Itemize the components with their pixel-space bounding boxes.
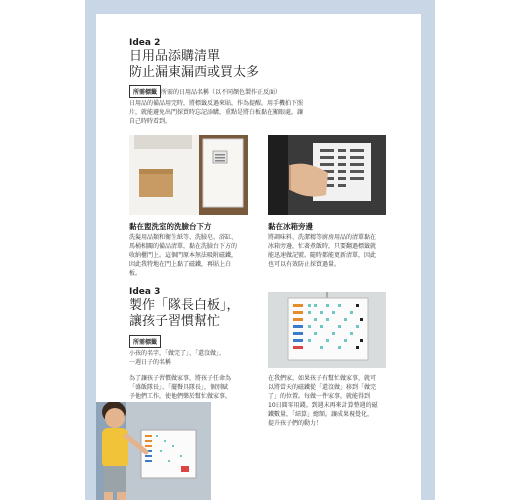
idea3-text-right-5: 鐵數量，「結算」總額。讓成果視覺化， bbox=[268, 411, 374, 418]
blue-side-band bbox=[421, 14, 435, 324]
idea3-title-line2: 讓孩子習慣幫忙 bbox=[129, 314, 221, 329]
whiteboard-photo bbox=[268, 292, 386, 368]
idea2-left-text-4: 因此我特地在門上黏了磁鐵，再貼上白 bbox=[129, 261, 232, 268]
idea2-intro-line1: 日用品的備品用完時，將標籤反過來貼，作為提醒。用手機拍下照 bbox=[129, 100, 304, 107]
idea3-text-right-4: 10日圓零用錢。到週末再來計算整週的磁 bbox=[268, 402, 378, 409]
idea3-text-right-3: 了」的位置。每做一件家事，就能得到 bbox=[268, 393, 371, 400]
idea2-title-line2: 防止漏東漏西或買太多 bbox=[129, 65, 260, 80]
idea3-text-left-1: 為了讓孩子習慣做家事，將孩子任命為 bbox=[129, 375, 232, 382]
fridge-side-photo bbox=[268, 135, 386, 215]
idea2-right-text-4: 也可以有效防止採買過量。 bbox=[268, 261, 341, 268]
idea3-label: Idea 3 bbox=[129, 287, 161, 297]
idea2-left-text-3: 收納櫃門上。這個門原本無法吸附磁鐵， bbox=[129, 252, 238, 259]
idea2-intro-line2: 片，就能避免出門採買時忘記添購，重點是將白板黏在顯眼處，讓 bbox=[129, 109, 304, 116]
bathroom-cabinet-illustration bbox=[129, 135, 248, 215]
idea2-left-text-5: 板。 bbox=[129, 270, 142, 277]
idea2-right-text-1: 將調味料、洗潔精等廚房用品的清單黏在 bbox=[268, 234, 377, 241]
idea2-title-line1: 日用品添購清單 bbox=[129, 49, 221, 64]
idea2-required-desc: 所需的日用品名稱（以不同顏色製作正反面） bbox=[161, 89, 282, 96]
idea2-right-text-3: 能迅速做記號。隨時都能更新清單，因此 bbox=[268, 252, 377, 259]
whiteboard-illustration bbox=[268, 292, 386, 368]
idea3-desc-line2: 一週日子的名稱 bbox=[129, 359, 172, 366]
idea3-required-tag: 所需標籤 bbox=[129, 335, 161, 348]
bathroom-cabinet-photo bbox=[129, 135, 248, 215]
chapter-footer: Chapter 3 掌握整理的訣竅 實踐 bbox=[128, 483, 201, 489]
idea2-right-text-2: 冰箱旁邊，忙著煮飯時，只要翻過標籤就 bbox=[268, 243, 377, 250]
idea2-left-caption: 黏在盥洗室的洗臉台下方 bbox=[129, 222, 212, 231]
idea3-text-right-6: 提升孩子們的動力！ bbox=[268, 420, 323, 427]
idea2-intro-line3: 自己時時看到。 bbox=[129, 118, 172, 125]
idea2-label: Idea 2 bbox=[129, 38, 161, 48]
idea3-desc-line1: 小孩的名字，「做完了」、「還沒做」、 bbox=[129, 350, 226, 357]
idea3-title-line1: 製作「隊長白板」， bbox=[129, 298, 240, 313]
idea3-text-left-2: 「盛飯隊長」、「擺餐具隊長」，個別賦 bbox=[129, 384, 229, 391]
idea2-required-tag: 所需標籤 bbox=[129, 85, 161, 98]
idea2-right-caption: 黏在冰箱旁邊 bbox=[268, 222, 313, 231]
idea3-text-right-1: 在我們家，如果孩子有幫忙做家事，就可 bbox=[268, 375, 377, 382]
fridge-side-illustration bbox=[268, 135, 386, 215]
idea3-text-right-2: 以將當天的磁鐵從「還沒做」移到「做完 bbox=[268, 384, 377, 391]
idea3-text-left-3: 予他們工作，使他們樂於幫忙做家事。 bbox=[129, 393, 232, 400]
idea2-left-text-1: 洗髮用品類和衛生紙等、洗臉皂、浴缸、 bbox=[129, 234, 238, 241]
idea2-left-text-2: 馬桶相關的備品清單，黏在洗臉台下方的 bbox=[129, 243, 238, 250]
